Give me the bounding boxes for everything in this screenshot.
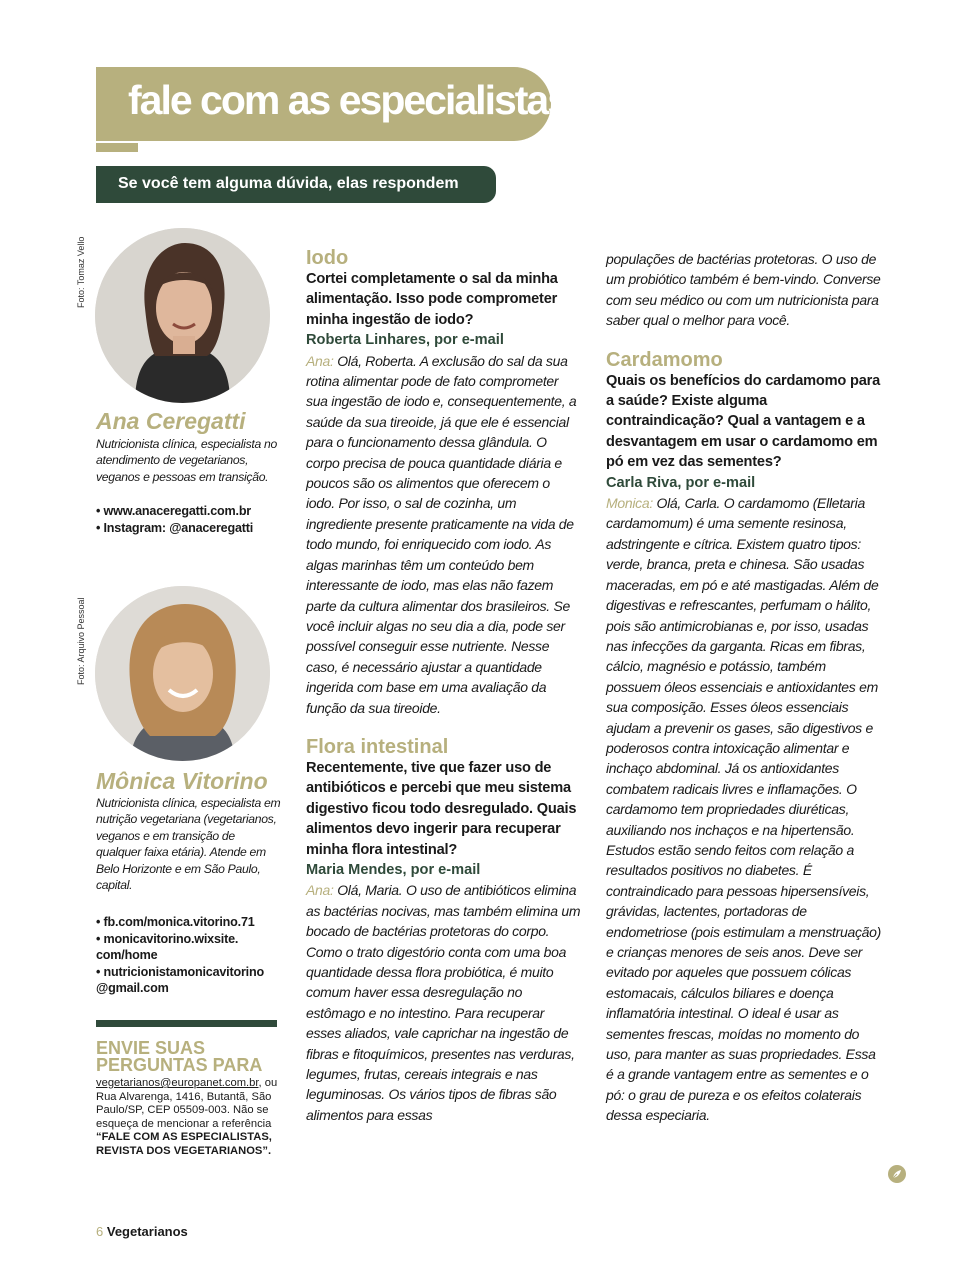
specialist-link-ana-instagram[interactable]: • Instagram: @anaceregatti	[96, 521, 254, 535]
leaf-end-icon	[888, 1165, 906, 1183]
portrait-ana-ceregatti	[95, 228, 270, 403]
column-right	[606, 249, 881, 1126]
specialist-link-monica-email[interactable]: • nutricionistamonicavitorino @gmail.com	[96, 965, 264, 996]
specialist-description-ana: Nutricionista clínica, especialista no atendimento de vegetarianos, veganos e pessoas em transição.	[96, 437, 277, 484]
answer-text-flora: Olá, Maria. O uso de antibióticos elimina as bactérias nocivas, mas também elimina um bocado de bactérias protetoras do corpo. Como o trato digestório conta com uma boa quantidade dessa flora probiótica, é muito comum haver essa desregulação no estômago e no intestino. Para recuperar esses aliados, vale caprichar na ingestão de fibras e fitoquímicos, presentes nas verduras, legumes, frutas, cereais integrais e nas leguminosas. Os vários tipos de fibras são alimentos para essas	[306, 882, 581, 1123]
portrait-monica-vitorino	[95, 586, 270, 761]
magazine-name: Vegetarianos	[106, 1224, 188, 1239]
respondent-iodo: Ana:	[306, 352, 334, 369]
answer-flora	[306, 880, 581, 1125]
portrait-monica-icon	[95, 586, 270, 761]
answer-text-cardamomo: Olá, Carla. O cardamomo (Elletaria cardamomum) é uma semente resinosa, adstringente e cítrica. Existem quatro tipos: verde, branca, preta e chinesa. São usadas maceradas, em pó e até mastigadas. Além de digestivas e refrescantes, perfumam o hálito, pois são antimicrobianas e, por isso, usadas nas infecções da garganta. Ricas em fibras, cálcio, magnésio e potássio, também possuem óleos essenciais e antioxidantes em sua composição. Esses óleos essenciais ajudam a prevenir os gases, são digestivos e poderosos contra intoxicação alimentar e inchaço abdominal. Já os antioxidantes combatem radicais livres e inflamações. O cardamomo tem propriedades diuréticas, auxiliando nos inchaços e na hipertensão. Estudos estão sendo feitos com relação a resultados positivos no diabetes. É contraindicado para pessoas hipersensíveis, grávidas, lactentes, portadoras de endometriose (pois estimulam a menstruação) e crianças menores de seis anos. Deve ser evitado por aqueles que possuem cólicas estomacais, cálculos biliares e doença inflamatória intestinal. O ideal é usar as sementes frescas, moídas no momento do uso, para manter as suas propriedades. Essa é a grande vantagem entre as sementes e o pó: o grau de pureza e os efeitos colaterais dessa especiaria.	[606, 495, 882, 1124]
send-address: , ou Rua Alvarenga, 1416, Butantã, São Paulo/SP, CEP 05509-003. Não se esqueça de mencionar a referência	[96, 1077, 278, 1130]
asker-flora: Maria Mendes, por e-mail	[306, 861, 481, 878]
send-reference: “FALE COM AS ESPECIALISTAS, REVISTA DOS VEGETARIANOS”.	[96, 1131, 272, 1157]
answer-cardamomo	[606, 493, 881, 1126]
photo-credit-ana: Foto: Tomaz Vello	[76, 236, 86, 308]
send-divider	[96, 1020, 277, 1027]
column-middle	[306, 247, 581, 1125]
answer-iodo	[306, 351, 581, 718]
portrait-ana-icon	[95, 228, 270, 403]
answer-flora-continuation: populações de bactérias protetoras. O uso de um probiótico também é bem-vindo. Converse com seu médico ou com um nutricionista para saber qual o melhor para você.	[606, 251, 881, 329]
page-subtitle: Se você tem alguma dúvida, elas respondem	[118, 175, 459, 192]
page-number: 6	[96, 1224, 104, 1239]
send-email-link[interactable]: vegetarianos@europanet.com.br	[96, 1077, 259, 1089]
specialist-link-monica-facebook[interactable]: • fb.com/monica.vitorino.71	[96, 915, 255, 929]
respondent-flora: Ana:	[306, 882, 334, 899]
section-title-iodo: Iodo	[306, 247, 349, 269]
specialist-link-monica-website[interactable]: • monicavitorino.wixsite. com/home	[96, 932, 239, 963]
asker-cardamomo: Carla Riva, por e-mail	[606, 474, 756, 491]
answer-text-iodo: Olá, Roberta. A exclusão do sal da sua rotina alimentar pode de fato comprometer sua ingestão de iodo e, consequentemente, a saúde da sua tireoide, já que ele é essencial para o funcionamento dessa glândula. O corpo precisa de pouca quantidade diária e poucos são os alimentos que oferecem o iodo. Por isso, o sal de cozinha, um ingrediente presente praticamente na vida de todo mundo, foi enriquecido com iodo. As algas marinhas têm um conteúdo bem interessante de iodo, mas elas não fazem parte da cultura alimentar dos brasileiros. Se você incluir algas no seu dia a dia, pode ser possível conseguir esse nutriente. Nesse caso, é necessário ajustar a quantidade ingerida com base em uma avaliação da função da sua tireoide.	[306, 352, 577, 716]
specialist-name-monica: Mônica Vitorino	[96, 768, 268, 794]
question-flora: Recentemente, tive que fazer uso de antibióticos e percebi que meu sistema digestivo ficou todo desregulado. Quais alimentos devo ingerir para recuperar minha flora intestinal?	[306, 759, 577, 858]
section-title-cardamomo: Cardamomo	[606, 348, 723, 371]
page-title: fale com as especialistas	[128, 77, 569, 123]
send-questions-body	[96, 1077, 281, 1159]
specialist-name-ana: Ana Ceregatti	[96, 408, 246, 434]
respondent-cardamomo: Monica:	[606, 495, 653, 512]
asker-iodo: Roberta Linhares, por e-mail	[306, 332, 504, 349]
specialist-description-monica: Nutricionista clínica, especialista em nutrição vegetariana (vegetarianos, veganos e em transição de qualquer faixa etária). Atende em Belo Horizonte e em São Paulo, capital.	[96, 796, 281, 893]
question-iodo: Cortei completamente o sal da minha alimentação. Isso pode comprometer minha ingestão de iodo?	[306, 271, 558, 328]
question-cardamomo: Quais os benefícios do cardamomo para a saúde? Existe alguma contraindicação? Qual a vantagem e a desvantagem em usar o cardamomo em pó em vez das sementes?	[606, 372, 881, 471]
header-accent-bar	[96, 143, 138, 152]
section-title-flora: Flora intestinal	[306, 735, 449, 758]
header-banner	[96, 67, 569, 141]
subtitle-banner	[96, 166, 496, 203]
page-footer	[96, 1224, 188, 1239]
send-questions-title: ENVIE SUAS PERGUNTAS PARA	[96, 1038, 263, 1075]
photo-credit-monica: Foto: Arquivo Pessoal	[76, 597, 86, 685]
specialist-link-ana-website[interactable]: • www.anaceregatti.com.br	[96, 504, 252, 518]
